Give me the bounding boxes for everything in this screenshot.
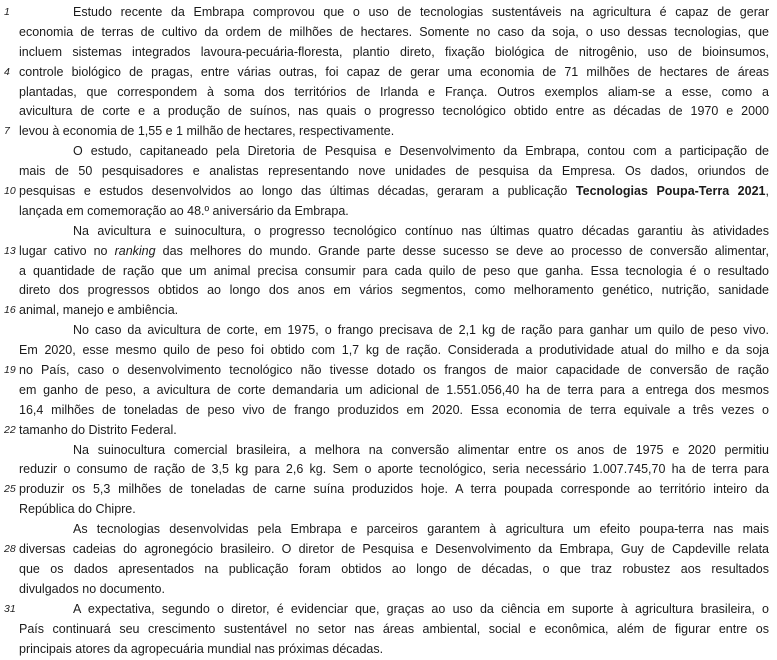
- text-run: no País, caso o desenvolvimento tecnológico não tivesse dotado os frangos de maior capacidade de conversão de ração: [19, 363, 769, 378]
- line-number: 25: [4, 483, 16, 496]
- text-run: produzir os 5,3 milhões de toneladas de carne suína produzidos hoje. A terra poupada corresponde ao território inteiro da: [19, 482, 769, 497]
- text-line: [19, 560, 769, 580]
- text-line: [19, 341, 769, 361]
- text-run: direto dos progressos obtidos ao longo dos anos em vários segmentos, como melhoramento genético, nutrição, sanidade: [19, 283, 769, 298]
- text-run: mais de 50 pesquisadores e analistas representando nove unidades de pesquisa da Empresa. Os dados, oriundos de: [19, 164, 769, 179]
- text-line: [4, 361, 769, 381]
- text-line: [19, 640, 769, 660]
- text-line: [19, 441, 769, 461]
- text-run: a quantidade de ração que um animal precisa consumir para cada quilo de peso que ganha. Essa tecnologia é o resultado: [19, 263, 769, 278]
- text-run: 16,4 milhões de toneladas de peso vivo de frango produzidos em 2020. Essa economia de terra equivale a três vezes o: [19, 402, 769, 417]
- text-column: [4, 3, 769, 659]
- text-line: [4, 63, 769, 83]
- text-line: [4, 480, 769, 500]
- text-line: [19, 83, 769, 103]
- text-run: lançada em comemoração ao 48.º aniversário da Embrapa.: [19, 203, 349, 218]
- text-run: reduzir o consumo de ração de 3,5 kg para 2,6 kg. Sem o aporte tecnológico, seria necessário 1.007.745,70 ha de terra para: [19, 462, 769, 477]
- line-number: 13: [4, 244, 16, 257]
- text-run: tamanho do Distrito Federal.: [19, 422, 177, 437]
- text-run: que os dados apresentados na publicação foram obtidos ao longo de décadas, o que traz robustez aos resultados: [19, 561, 769, 576]
- text-line: [19, 202, 769, 222]
- text-run: Em 2020, esse mesmo quilo de peso foi obtido com 1,7 kg de ração. Considerada a produtividade atual do milho e da soja: [19, 343, 769, 358]
- line-number: 22: [4, 423, 16, 436]
- text-run: avicultura de corte e a produção de suínos, nas quais o progresso tecnológico obtido entre as décadas de 1970 e 2000: [19, 104, 769, 119]
- text-line: [19, 401, 769, 421]
- text-run: O estudo, capitaneado pela Diretoria de Pesquisa e Desenvolvimento da Embrapa, contou com a participação de: [73, 144, 769, 159]
- line-number: 10: [4, 185, 16, 198]
- text-run: plantadas, que correspondem à soma dos territórios de Irlanda e França. Outros exemplos aliam-se a esse, como a: [19, 84, 769, 99]
- text-run: divulgados no documento.: [19, 581, 165, 596]
- text-run: No caso da avicultura de corte, em 1975, o frango precisava de 2,1 kg de ração para ganhar um quilo de peso vivo.: [73, 323, 769, 338]
- line-number: 28: [4, 543, 16, 556]
- line-number: 7: [4, 125, 10, 138]
- text-line: [4, 600, 769, 620]
- text-run: Na avicultura e suinocultura, o progresso tecnológico contínuo nas últimas quatro décadas garantiu às atividades: [73, 223, 769, 238]
- text-line: [19, 142, 769, 162]
- line-number: 31: [4, 602, 16, 615]
- text-line: [19, 520, 769, 540]
- text-run: lugar cativo no: [19, 243, 115, 258]
- text-line: [4, 301, 769, 321]
- text-line: [19, 580, 769, 600]
- text-line: [19, 102, 769, 122]
- text-line: [19, 620, 769, 640]
- text-line: [19, 381, 769, 401]
- text-line: [19, 262, 769, 282]
- text-run: incluem sistemas integrados lavoura-pecuária-floresta, plantio direto, fixação biológica de nitrogênio, uso de bioinsumos,: [19, 44, 769, 59]
- text-run: Estudo recente da Embrapa comprovou que o uso de tecnologias sustentáveis na agricultura é capaz de gerar: [73, 5, 769, 19]
- text-run: A expectativa, segundo o diretor, é evidenciar que, graças ao uso da ciência em suporte à agricultura brasileira, o: [73, 601, 769, 616]
- text-run: levou à economia de 1,55 e 1 milhão de hectares, respectivamente.: [19, 124, 395, 139]
- line-number: 16: [4, 304, 16, 317]
- text-run: República do Chipre.: [19, 502, 136, 517]
- text-run: pesquisas e estudos desenvolvidos ao longo das últimas décadas, geraram a publicação: [19, 184, 576, 199]
- line-number: 4: [4, 65, 10, 78]
- text-line: [19, 460, 769, 480]
- bold-text: Tecnologias Poupa-Terra 2021: [575, 184, 766, 199]
- text-line: [4, 182, 769, 202]
- text-line: [19, 281, 769, 301]
- text-run: em ganho de peso, a avicultura de corte demandaria um adicional de 1.551.056,40 ha de terra para a entrega dos mesmos: [19, 382, 769, 397]
- text-line: [4, 421, 769, 441]
- text-line: [19, 43, 769, 63]
- line-number: 19: [4, 364, 16, 377]
- text-run: economia de terras de cultivo da ordem de milhões de hectares. Somente no caso da soja, o uso dessas tecnologias, que: [19, 24, 769, 39]
- text-line: [4, 122, 769, 142]
- text-line: [4, 540, 769, 560]
- text-line: [4, 3, 769, 23]
- italic-text: ranking: [114, 243, 156, 258]
- text-run: As tecnologias desenvolvidas pela Embrapa e parceiros garantem à agricultura um efeito poupa-terra nas mais: [73, 522, 769, 537]
- text-line: [19, 321, 769, 341]
- text-line: [4, 242, 769, 262]
- text-line: [19, 222, 769, 242]
- text-run: Na suinocultura comercial brasileira, a melhora na conversão alimentar entre os anos de 1975 e 2020 permitiu: [73, 442, 769, 457]
- text-line: [19, 500, 769, 520]
- text-run: animal, manejo e ambiência.: [19, 303, 179, 318]
- text-run: ,: [765, 184, 769, 199]
- text-run: País continuará seu crescimento sustentável no setor nas áreas ambiental, social e econômica, além de figurar entre os: [19, 621, 769, 636]
- line-number: 1: [4, 6, 10, 18]
- text-line: [19, 162, 769, 182]
- text-run: principais atores da agropecuária mundial nas próximas décadas.: [19, 641, 384, 656]
- text-run: diversas cadeias do agronegócio brasileiro. O diretor de Pesquisa e Desenvolvimento da Embrapa, Guy de Capdeville relata: [19, 542, 769, 557]
- text-run: das melhores do mundo. Grande parte desse sucesso se deve ao processo de conversão alimentar,: [155, 243, 769, 258]
- text-line: [19, 23, 769, 43]
- text-run: controle biológico de pragas, entre várias outras, foi capaz de gerar uma economia de 71 milhões de hectares de áreas: [19, 64, 769, 79]
